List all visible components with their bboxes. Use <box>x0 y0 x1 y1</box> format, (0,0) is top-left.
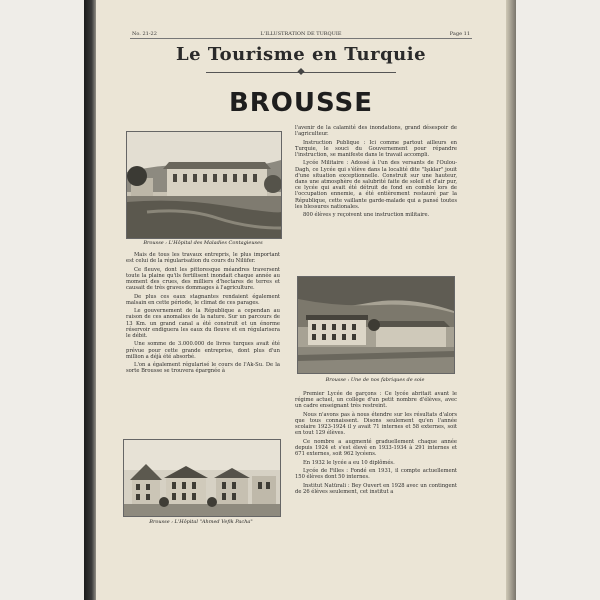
header-rule <box>130 38 472 39</box>
paragraph: Mais de tous les travaux entrepris, le plus important est celui de la régularisation du cours du Nilüfer. <box>126 252 280 265</box>
issue-number: No. 21-22 <box>132 31 157 37</box>
left-column-text <box>126 252 280 377</box>
caption-photo2: Brousse : Une de nos fabriques de soie <box>325 377 425 383</box>
paragraph: De plus ces eaux stagnantes rendaient également malsain en cette période, le climat de ces parages. <box>126 293 280 306</box>
paragraph: Institut Natürali : Bey Ouvert en 1928 avec un contingent de 26 élèves seulement, cet institut a <box>295 482 457 495</box>
paragraph: Ce fleuve, dont les pittoresque méandres traversent toute la plaine qu'ils fertilisent inondait chaque année au moment des crues, des milliers d'hectares de terres et causait de très graves dommages à l'agriculture. <box>126 266 280 292</box>
caption-photo1: Brousse : L'Hôpital des Maladies Contagieuses <box>143 240 263 246</box>
paragraph: 800 élèves y reçoivent une instruction militaire. <box>303 212 430 219</box>
paragraph: Lycée de Filles : Fondé en 1931, il compte actuellement 150 élèves dont 50 internes. <box>295 467 457 481</box>
photo-hospital-contagious <box>126 131 282 239</box>
right-column-text-bottom <box>295 391 457 497</box>
page-edge <box>506 0 516 600</box>
photo-silk-factory <box>297 276 455 374</box>
article-heading: BROUSSE <box>228 88 374 118</box>
magazine-page <box>96 0 506 600</box>
paragraph: Le gouvernement de la République a cependan au raison de ces anomalies de la nature. Sur un parcours de 13 Km. un grand canal a été construit et un énorme réservoir endiguera les eaux du fleuve et en régularisera le débit. <box>126 308 280 339</box>
paragraph: Premier Lycée de garçons : Ce lycée abritait avant le régime actuel, un collège d'un petit nombre d'élèves, avec un cadre enseignant très restreint. <box>295 391 457 410</box>
paragraph: Instruction Publique : Ici comme partout ailleurs en Turquie, le souci du Gouvernement pour répandre l'instruction, se manifeste dans le travail accompli. <box>295 139 457 158</box>
paragraph: l'avenir de la calamité des inondations, grand désespoir de l'agriculteur. <box>295 125 457 138</box>
page-title: Le Tourisme en Turquie <box>175 44 427 65</box>
paragraph: Lycée Militaire : Adossé à l'un des versants de l'Oulou-Dagh, ce Lycée qui s'élève dans la localité dite "Işıklar" jouit d'une situation exceptionnelle. Construit sur une hauteur, dans une atmosphère de salubrité faite de soleil et d'air pur, ce lycée qui avait été détruit de fond en comble lors de l'occupation ennemie, a été entièrement restauré par la République, cette vaillante garde-malade qui a pansé toutes les blessures nationales. <box>295 160 457 210</box>
caption-photo3: Brousse : L'Hôpital "Ahmed Vefik Pacha" <box>149 519 253 525</box>
paragraph: Nous n'avons pas à nous étendre sur les résultats d'alors que tous connaissent. Disons seulement qu'en l'année scolaire 1923-1924 il y avait 71 internes et 58 externes, soit en tout 129 élèves. <box>295 411 457 437</box>
title-ornament <box>206 71 396 75</box>
magazine-name: L'ILLUSTRATION DE TURQUIE <box>260 31 342 37</box>
paragraph: En 1932 le lycée a eu 10 diplômés. <box>303 459 395 466</box>
right-column-text-top <box>295 125 457 221</box>
paragraph: Ce nombre a augmenté graduellement chaque année depuis 1924 et s'est élevé en 1933-1934 à 291 internes et 671 externes, soit 962 lycéens. <box>295 438 457 458</box>
page-number: Page 11 <box>449 31 470 37</box>
paragraph: Une somme de 3.000.000 de livres turques avait été prévue pour cette grande entreprise, dont plus d'un million a déjà été absorbé. <box>126 341 280 360</box>
photo-hospital-ahmed-vefik <box>123 439 281 517</box>
paragraph: L'on a également régularisé le cours de l'Ak-Su. De la sorte Brousse se trouvera épargnée à <box>126 362 280 375</box>
